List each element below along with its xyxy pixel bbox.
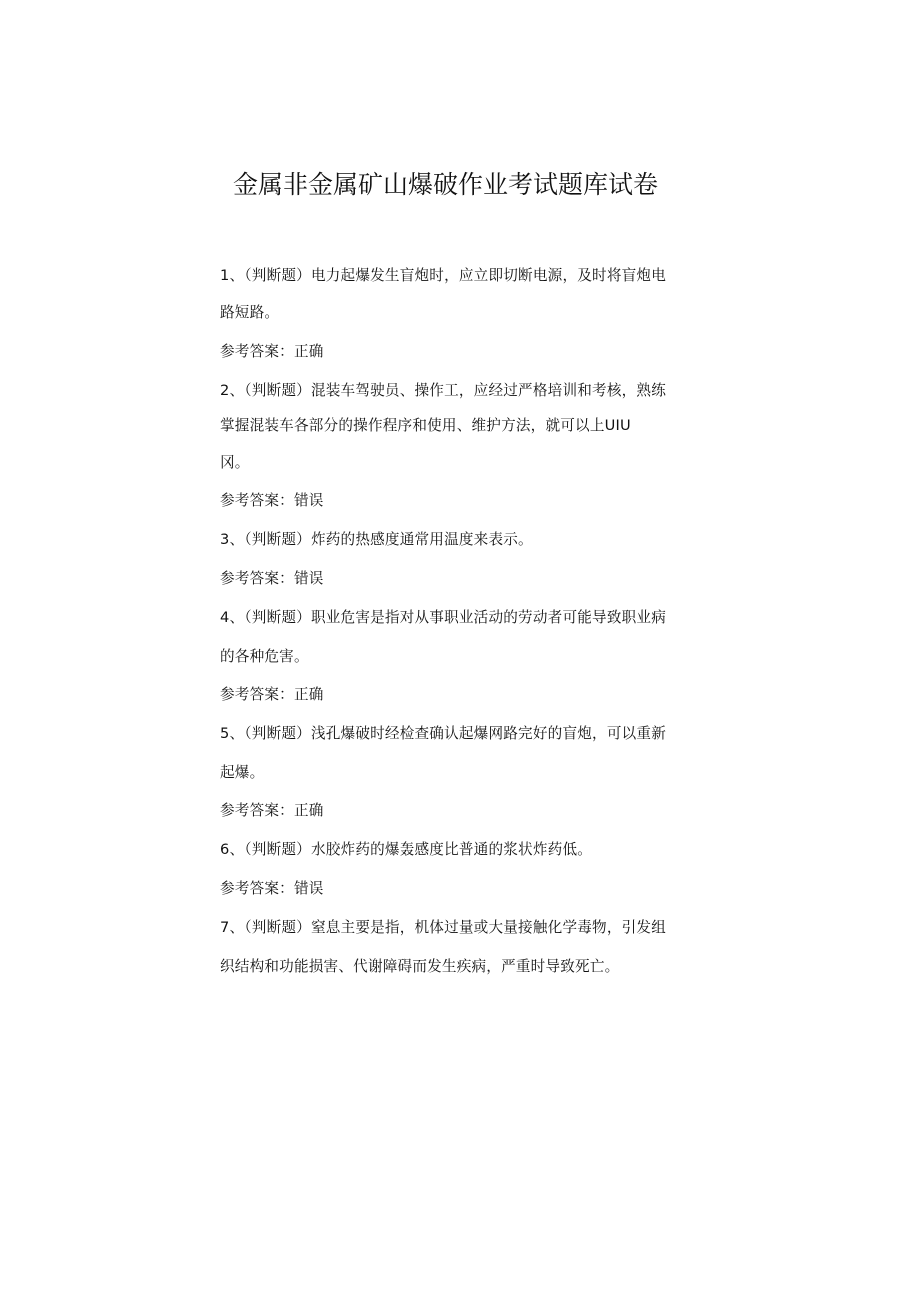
question-6-line-1: 6、（判断题）水胶炸药的爆轰感度比普通的浆状炸药低。	[220, 841, 593, 858]
question-5-line-1: 5、（判断题）浅孔爆破时经检查确认起爆网路完好的盲炮，可以重新	[220, 725, 667, 742]
question-4-line-2: 的各种危害。	[220, 648, 309, 665]
question-7-line-1: 7、（判断题）窒息主要是指，机体过量或大量接触化学毒物，引发组	[220, 919, 667, 936]
answer-5: 参考答案：正确	[220, 802, 324, 819]
question-5-line-2: 起爆。	[220, 764, 265, 781]
question-3-line-1: 3、（判断题）炸药的热感度通常用温度来表示。	[220, 531, 533, 548]
question-2-line-1: 2、（判断题）混装车驾驶员、操作工，应经过严格培训和考核，熟练	[220, 382, 667, 399]
answer-6: 参考答案：错误	[220, 880, 324, 897]
answer-3: 参考答案：错误	[220, 570, 324, 587]
answer-2: 参考答案：错误	[220, 492, 324, 509]
document-title: 金属非金属矿山爆破作业考试题库试卷	[233, 170, 659, 199]
question-2-line-3: 冈。	[220, 454, 250, 471]
question-1-line-2: 路短路。	[220, 304, 280, 321]
answer-4: 参考答案：正确	[220, 686, 324, 703]
question-4-line-1: 4、（判断题）职业危害是指对从事职业活动的劳动者可能导致职业病	[220, 609, 667, 626]
question-1-line-1: 1、（判断题）电力起爆发生盲炮时，应立即切断电源，及时将盲炮电	[220, 267, 667, 284]
question-7-line-2: 织结构和功能损害、代谢障碍而发生疾病，严重时导致死亡。	[220, 958, 620, 975]
question-2-line-2: 掌握混装车各部分的操作程序和使用、维护方法，就可以上UIU	[220, 417, 631, 434]
answer-1: 参考答案：正确	[220, 343, 324, 360]
